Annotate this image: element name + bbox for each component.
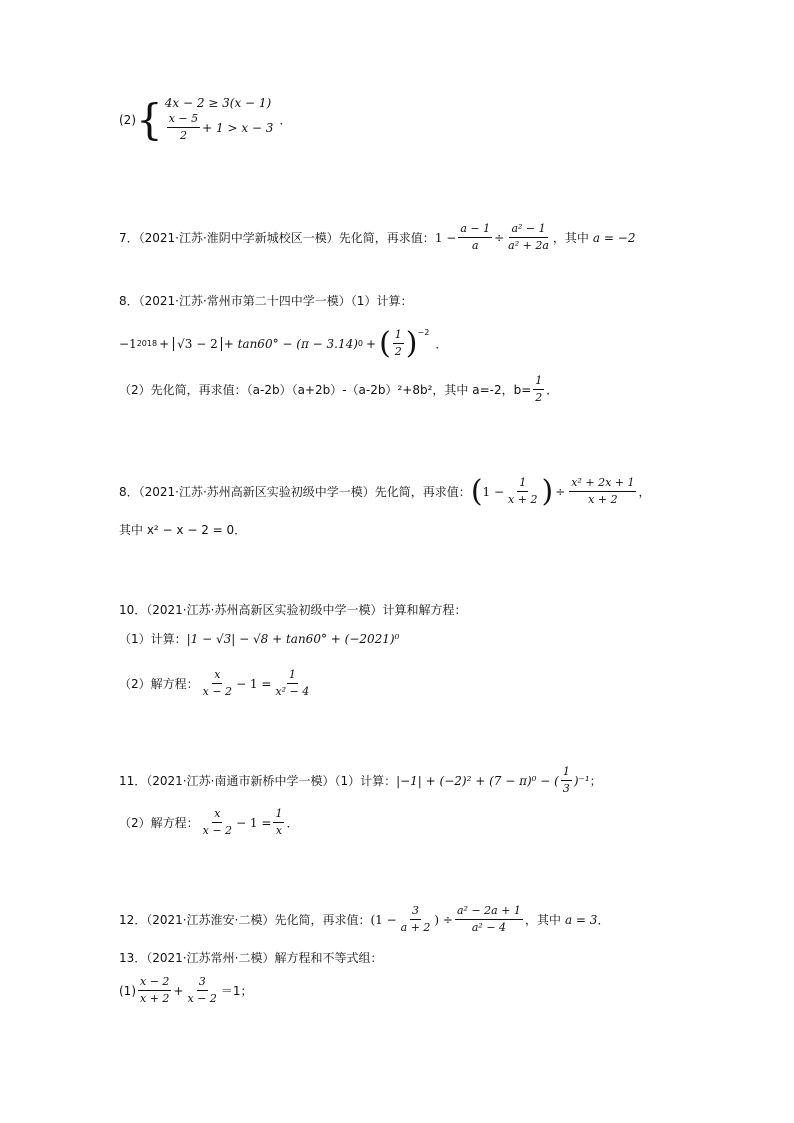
inequality-2: $\frac{x - 5}{2}$ + 1 > x − 3 (168, 112, 274, 142)
fraction: $\frac{a - 1}{a}$ (460, 222, 491, 252)
problem-8b: 8．（2021·江苏·苏州高新区实验初级中学一模）先化简，再求值： ( 1 − $\frac{1}{x + 2}$ ) ÷ $\frac{\text{x² + 2x + 1}}{x + 2}$ ， (119, 473, 651, 509)
fraction: $\frac{1}{2}$ (535, 374, 543, 404)
problem-12: 12．（2021·江苏淮安·二模）先化简，再求值： (1 − $\frac{3}{a + 2}$ ) ÷ $\frac{\text{a² − 2a + 1}}{\text{a² − 4}}$ ，其中 a = 3 ． (119, 904, 610, 934)
fraction: $\frac{\text{a² − 2a + 1}}{\text{a² − 4}}$ (456, 904, 521, 934)
fraction: $\frac{x - 5}{2}$ (168, 112, 199, 142)
problem-11: 11．（2021·江苏·南通市新桥中学一模）（1）计算： |−1| + (−2)² + (7 − π)⁰ − ( $\frac{1}{3}$ )⁻¹ ； (119, 765, 602, 795)
fraction: $\frac{1}{3}$ (562, 765, 570, 795)
problem-7: 7．（2021·江苏·淮阴中学新城校区一模）先化简，再求值： 1 − $\frac{a - 1}{a}$ ÷ $\frac{\text{a² − 1}}{\text{a² + 2a}}$ ，其中 a = −2 (119, 222, 636, 252)
right-paren: ) (405, 325, 418, 361)
fraction: $\frac{x}{x - 2}$ (202, 668, 233, 698)
inequality-1: 4x − 2 ≥ 3(x − 1) (164, 96, 272, 110)
inequality-system (136, 96, 273, 143)
problem-6-part-2: (2) { 4x − 2 ≥ 3(x − 1) $\frac{x - 5}{2}$ + 1 > x − 3 ． (119, 94, 292, 144)
fraction: $\frac{\text{x² + 2x + 1}}{x + 2}$ (571, 476, 635, 506)
problem-8-expression: −1 2018 + √3 − 2 + tan60° − (π − 3.14) 0 + ( $\frac{1}{2}$ ) $^{-2}$ ． (119, 325, 448, 361)
fraction: $\frac{1}{2}$ (394, 328, 402, 358)
problem-8b-condition: 其中 x² − x − 2 = 0． (119, 523, 247, 537)
fraction: $\frac{1}{\text{x² − 4}}$ (275, 668, 310, 698)
problem-7-prefix: 7．（2021·江苏·淮阴中学新城校区一模）先化简，再求值： (119, 231, 435, 245)
fraction: $\frac{3}{a + 2}$ (400, 904, 431, 934)
left-paren: ( (470, 473, 483, 509)
sqrt-icon: √ (177, 336, 185, 351)
problem-13-part-1: (1) $\frac{x - 2}{x + 2}$ + $\frac{3}{x - 2}$ ＝1； (119, 975, 253, 1005)
left-paren: ( (379, 325, 391, 361)
absolute-value: √3 − 2 (173, 337, 222, 351)
fraction: $\frac{1}{x}$ (275, 807, 283, 837)
fraction: $\frac{1}{x + 2}$ (508, 476, 538, 506)
fraction: $\frac{3}{x - 2}$ (187, 975, 217, 1005)
problem-8-heading: 8．（2021·江苏·常州市第二十四中学一模）（1）计算： (119, 294, 413, 308)
problem-10-heading: 10．（2021·江苏·苏州高新区实验初级中学一模）计算和解方程： (119, 603, 467, 617)
part-label: (2) (119, 112, 136, 127)
problem-8-part-2: （2）先化简，再求值：（a-2b）（a+2b）-（a-2b）²+8b²，其中 a=-2，b= $\frac{1}{2}$ ． (119, 374, 559, 404)
fraction: $\frac{x}{x - 2}$ (202, 807, 233, 837)
left-brace-icon: { (136, 94, 163, 144)
fraction: $\frac{\text{a² − 1}}{\text{a² + 2a}}$ (508, 222, 549, 252)
problem-10-part-1: （1）计算： |1 − √3| − √8 + tan60° + (−2021)⁰ (119, 631, 400, 646)
problem-11-part-2: （2）解方程： $\frac{x}{x - 2}$ − 1 = $\frac{1}{x}$ ． (119, 807, 299, 837)
problem-13-heading: 13．（2021·江苏常州·二模）解方程和不等式组： (119, 951, 383, 965)
problem-10-part-2: （2）解方程： $\frac{x}{x - 2}$ − 1 = $\frac{1}{\text{x² − 4}}$ (119, 668, 310, 698)
right-paren: ) (541, 473, 554, 509)
fraction: $\frac{x - 2}{x + 2}$ (140, 975, 170, 1005)
